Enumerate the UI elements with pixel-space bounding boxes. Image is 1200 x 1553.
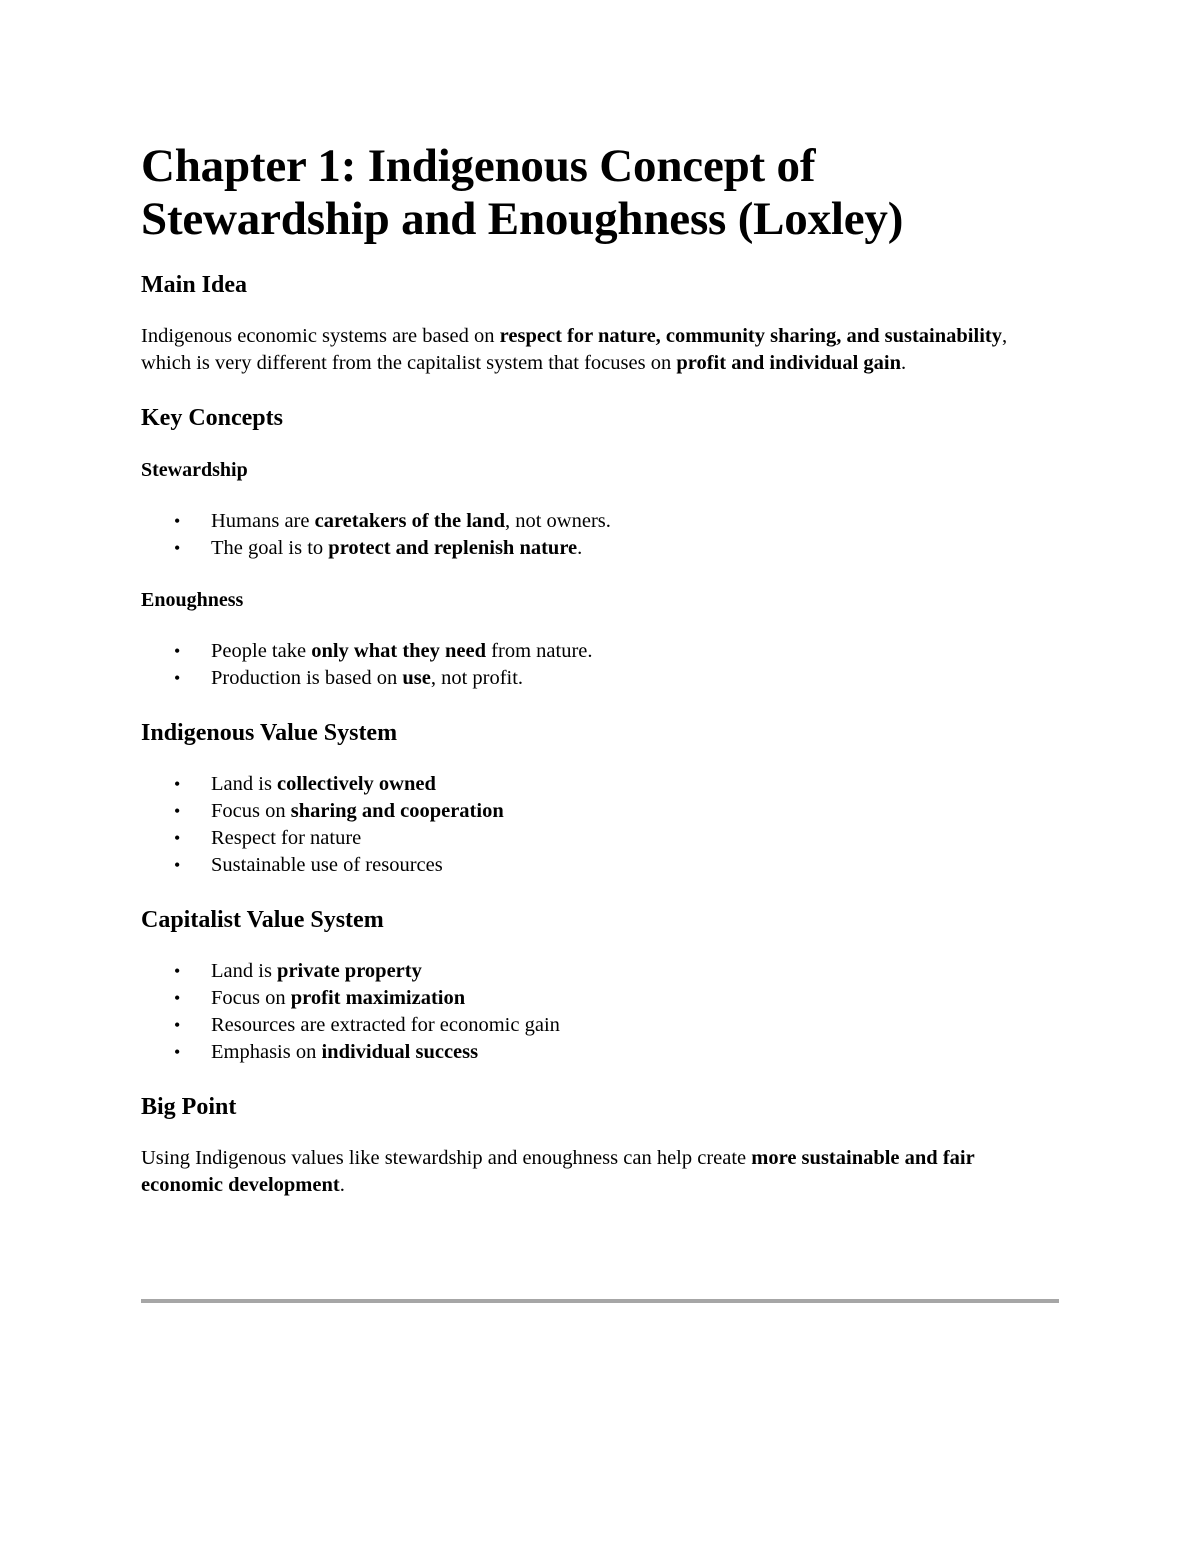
enoughness-list: [141, 638, 1059, 692]
enoughness-heading: Enoughness: [141, 589, 244, 611]
list-item-bold: only what they need: [311, 640, 487, 662]
list-item: [141, 798, 1059, 825]
main-idea-text-1: Indigenous economic systems are based on: [141, 325, 500, 347]
bullet-icon: •: [174, 961, 181, 981]
list-item-text-post: from nature.: [486, 640, 593, 662]
bullet-icon: •: [174, 801, 181, 821]
list-item-text: Resources are extracted for economic gain: [211, 1014, 560, 1036]
list-item: [141, 825, 1059, 852]
list-item-text-post: .: [577, 537, 583, 559]
bullet-icon: •: [174, 668, 181, 688]
list-item-text: Focus on: [211, 987, 291, 1009]
list-item: [141, 1012, 1059, 1039]
list-item-text-post: , not owners.: [504, 510, 611, 532]
bullet-icon: •: [174, 1015, 181, 1035]
list-item: [141, 508, 1059, 535]
list-item-text: The goal is to: [211, 537, 329, 559]
document-page: [141, 140, 1059, 1199]
bullet-icon: •: [174, 828, 181, 848]
main-idea-bold-1: respect for nature, community sharing, and sustainability: [499, 325, 1002, 347]
list-item-text: Sustainable use of resources: [211, 854, 443, 876]
list-item: [141, 638, 1059, 665]
list-item: [141, 985, 1059, 1012]
list-item-text: Production is based on: [211, 667, 403, 689]
list-item-bold: use: [402, 667, 431, 689]
big-point-text-2: .: [339, 1174, 345, 1196]
bullet-icon: •: [174, 511, 181, 531]
bullet-icon: •: [174, 988, 181, 1008]
list-item-bold: caretakers of the land: [314, 510, 505, 532]
list-item-text-post: , not profit.: [430, 667, 524, 689]
list-item-text: Focus on: [211, 800, 291, 822]
page-title: Chapter 1: Indigenous Concept of Stewardship and Enoughness (Loxley): [141, 140, 904, 245]
bullet-icon: •: [174, 538, 181, 558]
list-item-text: Land is: [211, 960, 278, 982]
capitalist-values-list: [141, 958, 1059, 1066]
list-item-text: People take: [211, 640, 312, 662]
indigenous-value-system-heading: Indigenous Value System: [141, 720, 398, 746]
big-point-paragraph: [141, 1145, 1059, 1199]
bullet-icon: •: [174, 1042, 181, 1062]
list-item: [141, 958, 1059, 985]
list-item-bold: protect and replenish nature: [328, 537, 578, 559]
capitalist-value-system-heading: Capitalist Value System: [141, 907, 384, 933]
list-item: [141, 852, 1059, 879]
big-point-bold-1: more sustainable and fair economic development: [141, 1147, 975, 1196]
horizontal-rule: [141, 1299, 1059, 1303]
list-item-bold: sharing and cooperation: [290, 800, 504, 822]
indigenous-values-list: [141, 771, 1059, 879]
list-item-text: Emphasis on: [211, 1041, 322, 1063]
stewardship-list: [141, 508, 1059, 562]
bullet-icon: •: [174, 774, 181, 794]
list-item: [141, 771, 1059, 798]
list-item-bold: private property: [277, 960, 422, 982]
list-item: [141, 665, 1059, 692]
big-point-text-1: Using Indigenous values like stewardship and enoughness can help create: [141, 1147, 752, 1169]
bullet-icon: •: [174, 855, 181, 875]
main-idea-text-2: , which is very different from the capitalist system that focuses on: [141, 325, 1008, 374]
list-item-bold: individual success: [321, 1041, 479, 1063]
list-item-text: Respect for nature: [211, 827, 362, 849]
list-item-text: Land is: [211, 773, 278, 795]
bullet-icon: •: [174, 641, 181, 661]
main-idea-bold-2: profit and individual gain: [676, 352, 901, 374]
list-item-bold: collectively owned: [277, 773, 436, 795]
list-item-bold: profit maximization: [290, 987, 466, 1009]
main-idea-text-3: .: [900, 352, 907, 374]
main-idea-heading: Main Idea: [141, 272, 248, 298]
list-item: [141, 1039, 1059, 1066]
list-item-text: Humans are: [211, 510, 315, 532]
list-item: [141, 535, 1059, 562]
big-point-heading: Big Point: [141, 1094, 237, 1120]
stewardship-heading: Stewardship: [141, 459, 248, 481]
key-concepts-heading: Key Concepts: [141, 405, 283, 431]
main-idea-paragraph: [141, 323, 1059, 377]
